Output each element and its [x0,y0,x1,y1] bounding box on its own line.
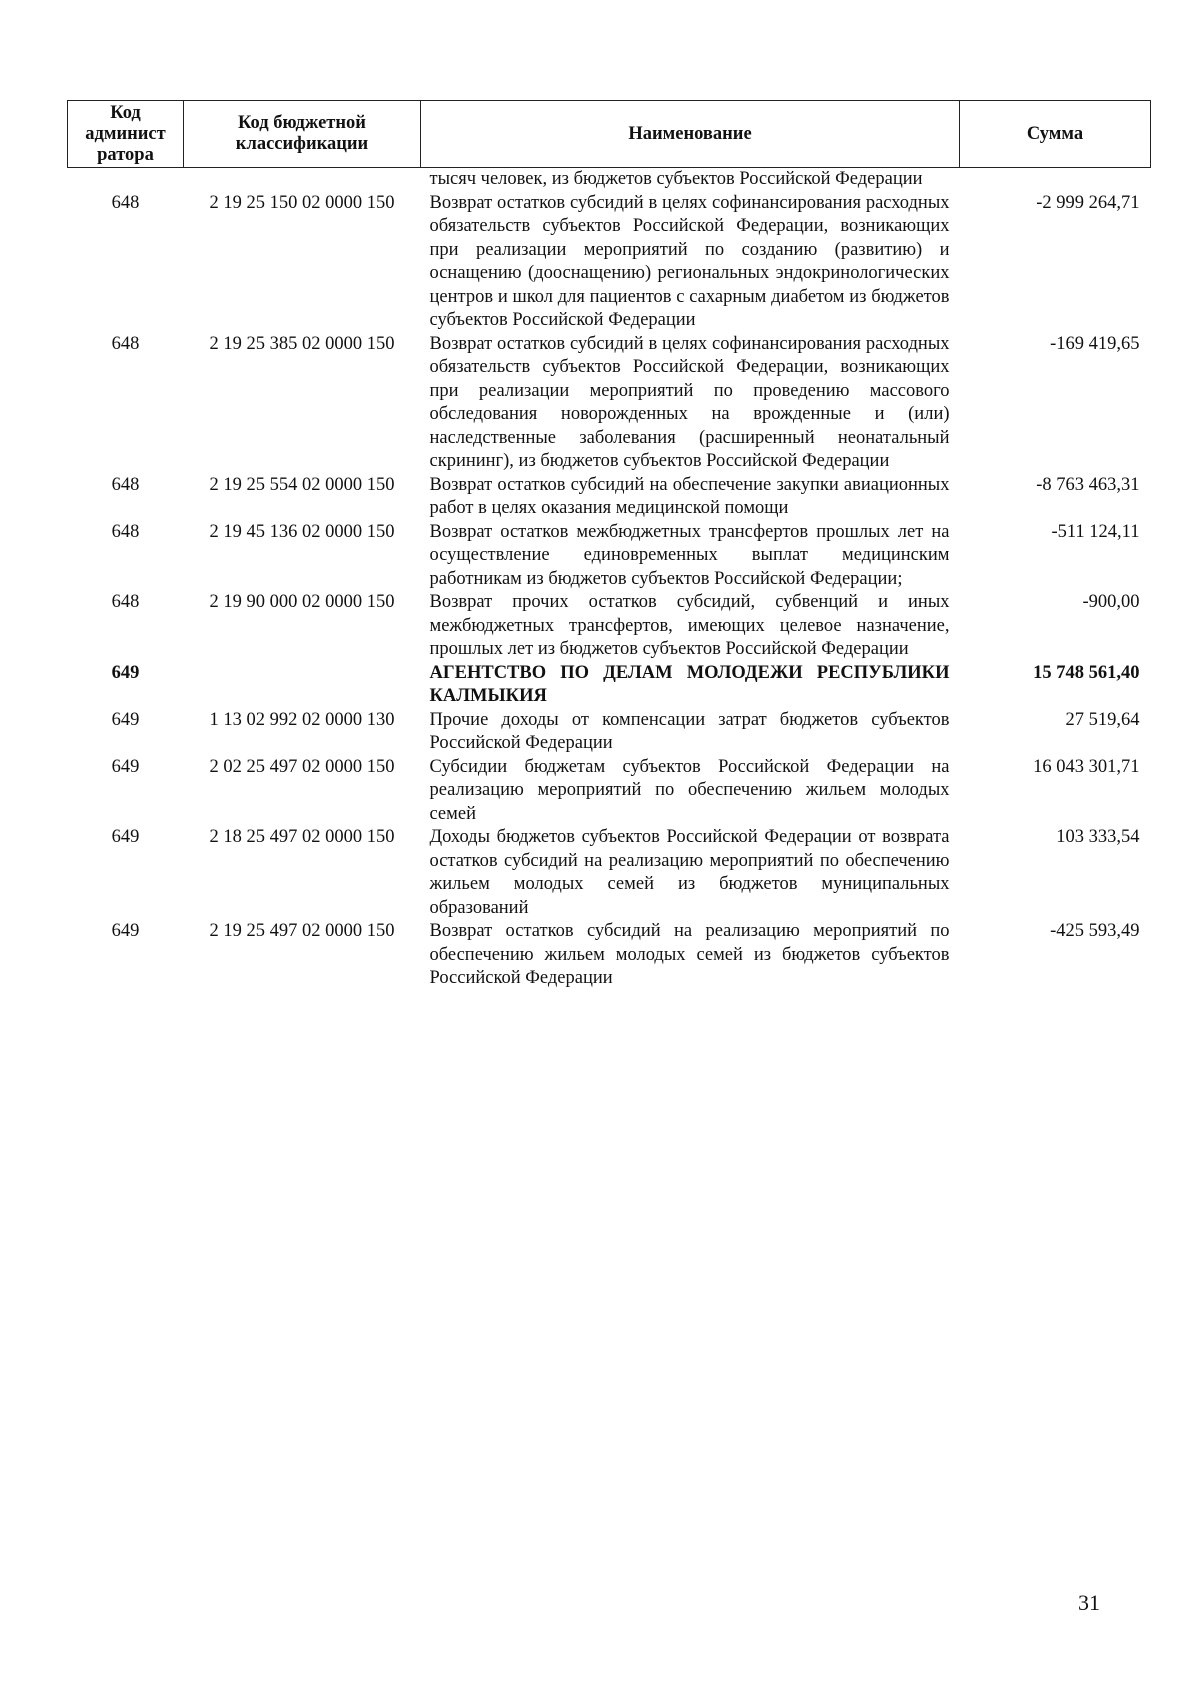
cell-admin-code: 648 [111,521,140,542]
table-row [68,168,1151,192]
cell-admin-code: 649 [111,709,140,730]
header-sum: Сумма [960,101,1151,168]
table-row [68,474,1151,521]
header-name: Наименование [421,101,960,168]
table-row [68,662,1151,709]
cell-admin-code: 648 [111,333,140,354]
cell-name: Возврат остатков межбюджетных трансфертов прошлых лет на осуществление единовременных выплат медицинским работникам из бюджетов субъектов Российской Федерации; [429,521,950,589]
cell-budget-code: 2 19 45 136 02 0000 150 [209,521,395,542]
cell-budget-code: 1 13 02 992 02 0000 130 [209,709,395,730]
cell-name: Возврат остатков субсидий на обеспечение закупки авиационных работ в целях оказания медицинской помощи [429,474,950,518]
cell-name: Доходы бюджетов субъектов Российской Федерации от возврата остатков субсидий на реализацию мероприятий по обеспечению жильем молодых семей из бюджетов муниципальных образований [429,827,950,918]
cell-budget-code: 2 18 25 497 02 0000 150 [209,827,395,847]
cell-sum: 15 748 561,40 [1033,662,1140,683]
table-row [68,826,1151,920]
cell-budget-code: 2 19 90 000 02 0000 150 [209,592,395,612]
cell-sum: 16 043 301,71 [1033,756,1140,777]
cell-sum: -425 593,49 [1050,921,1140,941]
cell-name: Возврат остатков субсидий на реализацию мероприятий по обеспечению жильем молодых семей из бюджетов субъектов Российской Федерации [429,921,950,988]
cell-budget-code [184,662,421,709]
table-row [68,521,1151,592]
table-body [68,168,1151,991]
table-header [68,101,1151,168]
header-admin-code: Код админист ратора [68,101,184,168]
table-row [68,192,1151,333]
table-row [68,591,1151,662]
table-row [68,333,1151,474]
cell-admin-code [68,168,184,192]
cell-sum [960,168,1151,192]
cell-name: Прочие доходы от компенсации затрат бюджетов субъектов Российской Федерации [429,709,950,753]
cell-sum: -8 763 463,31 [1036,474,1140,495]
cell-sum: 27 519,64 [1065,709,1140,730]
cell-name: АГЕНТСТВО ПО ДЕЛАМ МОЛОДЕЖИ РЕСПУБЛИКИ КАЛМЫКИЯ [429,662,950,706]
cell-sum: -2 999 264,71 [1036,192,1140,213]
cell-admin-code: 649 [111,756,140,777]
table-header-row [68,101,1151,168]
cell-budget-code: 2 19 25 497 02 0000 150 [209,921,395,941]
cell-name: тысяч человек, из бюджетов субъектов Российской Федерации [429,169,923,189]
cell-budget-code: 2 19 25 554 02 0000 150 [209,474,395,495]
page-number: 31 [1078,1590,1100,1615]
cell-name: Возврат остатков субсидий в целях софинансирования расходных обязательств субъектов Российской Федерации, возникающих при реализации мероприятий по проведению массового обследования новорожденных на врожденные и (или) наследственные заболевания (расширенный неонатальный скрининг), из бюджетов субъектов Российской Федерации [429,333,950,471]
cell-budget-code: 2 19 25 150 02 0000 150 [209,192,395,213]
cell-admin-code: 648 [111,474,140,495]
cell-budget-code [184,168,421,192]
table-row [68,756,1151,827]
table-row [68,920,1151,991]
cell-name: Возврат остатков субсидий в целях софинансирования расходных обязательств субъектов Российской Федерации, возникающих при реализации мероприятий по созданию (развитию) и оснащению (дооснащению) региональных эндокринологических центров и школ для пациентов с сахарным диабетом из бюджетов субъектов Российской Федерации [429,192,950,330]
cell-sum: -900,00 [1082,592,1140,612]
cell-name: Возврат прочих остатков субсидий, субвенций и иных межбюджетных трансфертов, имеющих целевое назначение, прошлых лет из бюджетов субъектов Российской Федерации [429,592,950,659]
cell-name: Субсидии бюджетам субъектов Российской Федерации на реализацию мероприятий по обеспечению жильем молодых семей [429,756,950,824]
cell-admin-code: 649 [111,827,140,847]
cell-admin-code: 648 [111,192,140,213]
header-budget-code: Код бюджетной классификации [184,101,421,168]
budget-revenue-table [67,100,1151,991]
cell-admin-code: 649 [111,662,140,683]
cell-sum: 103 333,54 [1056,827,1140,847]
cell-sum: -169 419,65 [1050,333,1140,354]
cell-sum: -511 124,11 [1051,521,1140,542]
table-row [68,709,1151,756]
cell-budget-code: 2 19 25 385 02 0000 150 [209,333,395,354]
cell-admin-code: 648 [111,592,140,612]
cell-budget-code: 2 02 25 497 02 0000 150 [209,756,395,777]
cell-admin-code: 649 [111,921,140,941]
